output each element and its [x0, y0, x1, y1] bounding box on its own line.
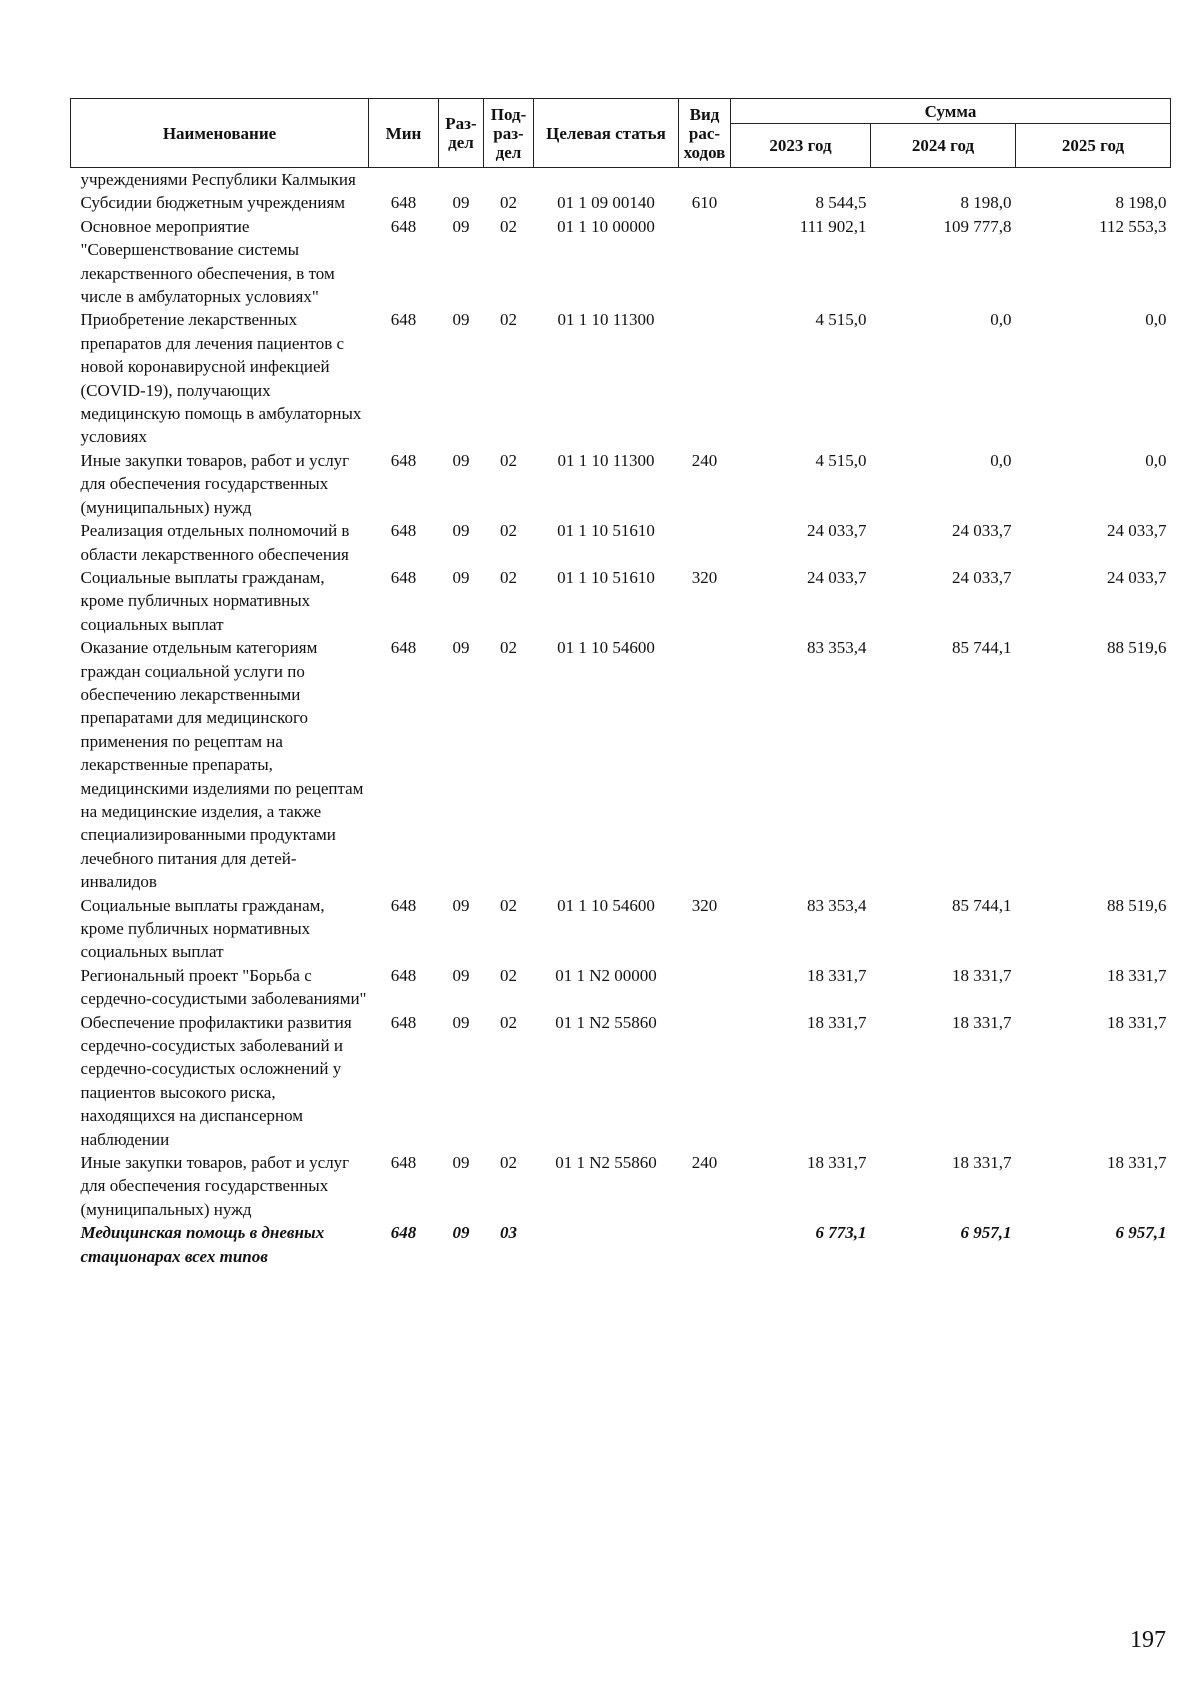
cell-y2024: 18 331,7 — [952, 1153, 1012, 1173]
header-2023: 2023 год — [731, 124, 871, 168]
cell-vid — [679, 168, 731, 192]
cell-y2025: 0,0 — [1145, 310, 1167, 330]
cell-y2025: 6 957,1 — [1115, 1223, 1167, 1243]
cell-razdel: 09 — [452, 638, 470, 658]
cell-name: Социальные выплаты гражданам, кроме публичных нормативных социальных выплат — [80, 895, 325, 962]
cell-y2023: 8 544,5 — [815, 193, 867, 213]
cell-razdel: 09 — [452, 567, 470, 587]
cell-y2023: 111 902,1 — [799, 216, 867, 236]
cell-y2024 — [871, 168, 1016, 192]
header-celevaya: Целевая статья — [534, 99, 679, 168]
table-row — [71, 191, 1171, 214]
cell-y2025: 18 331,7 — [1107, 965, 1167, 985]
cell-y2023: 83 353,4 — [807, 638, 867, 658]
header-name: Наименование — [71, 99, 369, 168]
cell-vid — [679, 1221, 731, 1268]
cell-razdel: 09 — [452, 521, 470, 541]
cell-razdel: 09 — [452, 895, 470, 915]
cell-y2024: 0,0 — [990, 310, 1012, 330]
cell-razdel: 09 — [452, 1223, 470, 1243]
cell-vid — [679, 1011, 731, 1151]
header-summa: Сумма — [731, 99, 1171, 124]
cell-y2025 — [1016, 168, 1171, 192]
cell-y2025: 18 331,7 — [1107, 1153, 1167, 1173]
header-vid: Вид рас-ходов — [679, 99, 731, 168]
cell-min: 648 — [390, 638, 417, 658]
cell-y2023: 18 331,7 — [807, 1012, 867, 1032]
cell-vid — [679, 215, 731, 309]
cell-y2023 — [731, 168, 871, 192]
cell-podrazdel: 02 — [500, 1012, 517, 1032]
cell-y2025: 24 033,7 — [1107, 521, 1167, 541]
cell-celevaya — [534, 168, 679, 192]
cell-celevaya: 01 1 10 11300 — [557, 450, 655, 470]
cell-y2023: 6 773,1 — [815, 1223, 867, 1243]
cell-y2024: 85 744,1 — [952, 638, 1012, 658]
cell-name: Приобретение лекарственных препаратов для лечения пациентов с новой коронавирусной инфекцией (COVID-19), получающих медицинскую помощь в амбулаторных условиях — [80, 310, 362, 447]
cell-podrazdel — [484, 168, 534, 192]
cell-y2025: 24 033,7 — [1107, 567, 1167, 587]
cell-y2025: 88 519,6 — [1107, 638, 1167, 658]
cell-vid: 240 — [691, 450, 718, 470]
cell-min: 648 — [390, 216, 417, 236]
cell-podrazdel: 02 — [500, 310, 517, 330]
cell-razdel: 09 — [452, 216, 470, 236]
cell-celevaya: 01 1 10 51610 — [557, 521, 655, 541]
table-row — [71, 964, 1171, 1011]
cell-name: Реализация отдельных полномочий в области лекарственного обеспечения — [80, 521, 350, 564]
table-body — [71, 168, 1171, 1269]
cell-min: 648 — [390, 1012, 417, 1032]
cell-y2023: 24 033,7 — [807, 567, 867, 587]
header-razdel: Раз-дел — [439, 99, 484, 168]
cell-celevaya: 01 1 N2 00000 — [555, 965, 657, 985]
cell-y2024: 18 331,7 — [952, 1012, 1012, 1032]
cell-name: Оказание отдельным категориям граждан социальной услуги по обеспечению лекарственными препаратами для медицинского применения по рецептам на лекарственные препараты, медицинскими изделиями по рецептам на медицинские изделия, а также специализированными продуктами лечебного питания для детей-инвалидов — [80, 638, 364, 892]
cell-min: 648 — [390, 567, 417, 587]
cell-y2024: 24 033,7 — [952, 521, 1012, 541]
cell-podrazdel: 02 — [500, 193, 517, 213]
cell-podrazdel: 02 — [500, 216, 517, 236]
cell-min: 648 — [390, 310, 417, 330]
cell-vid: 610 — [691, 193, 718, 213]
cell-podrazdel: 02 — [500, 895, 517, 915]
cell-min: 648 — [390, 1223, 417, 1243]
header-2025: 2025 год — [1016, 124, 1171, 168]
cell-podrazdel: 02 — [500, 450, 517, 470]
budget-table — [70, 98, 1171, 1268]
table-row — [71, 215, 1171, 309]
table-row — [71, 636, 1171, 893]
cell-y2023: 24 033,7 — [807, 521, 867, 541]
cell-celevaya — [534, 1221, 679, 1268]
table-row — [71, 1011, 1171, 1151]
cell-y2025: 112 553,3 — [1099, 216, 1167, 236]
header-2024: 2024 год — [871, 124, 1016, 168]
table-row — [71, 519, 1171, 566]
cell-y2024: 8 198,0 — [960, 193, 1012, 213]
cell-podrazdel: 03 — [500, 1223, 517, 1243]
cell-podrazdel: 02 — [500, 965, 517, 985]
cell-y2024: 6 957,1 — [960, 1223, 1012, 1243]
cell-vid: 320 — [691, 567, 718, 587]
cell-name: учреждениями Республики Калмыкия — [80, 170, 356, 189]
cell-name: Обеспечение профилактики развития сердечно-сосудистых заболеваний и сердечно-сосудистых осложнений у пациентов высокого риска, находящихся на диспансерном наблюдении — [80, 1012, 352, 1149]
cell-y2025: 18 331,7 — [1107, 1012, 1167, 1032]
cell-celevaya: 01 1 10 11300 — [557, 310, 655, 330]
cell-name: Социальные выплаты гражданам, кроме публичных нормативных социальных выплат — [80, 567, 325, 634]
cell-vid — [679, 519, 731, 566]
cell-min: 648 — [390, 965, 417, 985]
cell-vid: 240 — [691, 1153, 718, 1173]
cell-celevaya: 01 1 10 51610 — [557, 567, 655, 587]
cell-celevaya: 01 1 09 00140 — [557, 193, 655, 213]
cell-name: Медицинская помощь в дневных стационарах всех типов — [80, 1223, 325, 1266]
cell-podrazdel: 02 — [500, 638, 517, 658]
cell-name: Субсидии бюджетным учреждениям — [80, 193, 346, 213]
cell-name: Иные закупки товаров, работ и услуг для обеспечения государственных (муниципальных) нужд — [80, 450, 350, 517]
table-row — [71, 894, 1171, 964]
cell-y2025: 0,0 — [1145, 450, 1167, 470]
cell-min: 648 — [390, 450, 417, 470]
cell-podrazdel: 02 — [500, 1153, 517, 1173]
table-row — [71, 168, 1171, 192]
cell-razdel: 09 — [452, 450, 470, 470]
cell-razdel: 09 — [452, 193, 470, 213]
cell-razdel: 09 — [452, 1012, 470, 1032]
cell-celevaya: 01 1 N2 55860 — [555, 1153, 657, 1173]
cell-celevaya: 01 1 10 54600 — [557, 638, 655, 658]
table-row — [71, 449, 1171, 519]
cell-y2024: 18 331,7 — [952, 965, 1012, 985]
cell-celevaya: 01 1 10 54600 — [557, 895, 655, 915]
cell-razdel: 09 — [452, 1153, 470, 1173]
cell-min: 648 — [390, 193, 417, 213]
table-header — [71, 99, 1171, 168]
table-row — [71, 566, 1171, 636]
cell-y2025: 8 198,0 — [1115, 193, 1167, 213]
cell-y2024: 85 744,1 — [952, 895, 1012, 915]
cell-razdel: 09 — [452, 310, 470, 330]
cell-celevaya: 01 1 10 00000 — [557, 216, 655, 236]
cell-podrazdel: 02 — [500, 567, 517, 587]
cell-vid — [679, 308, 731, 448]
page-number: 197 — [1130, 1627, 1166, 1653]
cell-vid: 320 — [691, 895, 718, 915]
table-row — [71, 1221, 1171, 1268]
cell-y2025: 88 519,6 — [1107, 895, 1167, 915]
cell-min: 648 — [390, 1153, 417, 1173]
cell-y2023: 4 515,0 — [815, 310, 867, 330]
cell-vid — [679, 636, 731, 893]
table-row — [71, 1151, 1171, 1221]
header-podrazdel: Под-раз-дел — [484, 99, 534, 168]
cell-min: 648 — [390, 521, 417, 541]
cell-name: Иные закупки товаров, работ и услуг для обеспечения государственных (муниципальных) нужд — [80, 1153, 350, 1219]
cell-name: Основное мероприятие "Совершенствование системы лекарственного обеспечения, в том числе в амбулаторных условиях" — [80, 216, 335, 307]
cell-y2024: 0,0 — [990, 450, 1012, 470]
cell-y2023: 18 331,7 — [807, 1153, 867, 1173]
cell-y2023: 83 353,4 — [807, 895, 867, 915]
header-min: Мин — [369, 99, 439, 168]
cell-min: 648 — [390, 895, 417, 915]
cell-razdel — [439, 168, 484, 192]
cell-razdel: 09 — [452, 965, 470, 985]
cell-celevaya: 01 1 N2 55860 — [555, 1012, 657, 1032]
cell-name: Региональный проект "Борьба с сердечно-сосудистыми заболеваниями" — [80, 965, 367, 1009]
cell-y2024: 24 033,7 — [952, 567, 1012, 587]
table-row — [71, 308, 1171, 448]
cell-podrazdel: 02 — [500, 521, 517, 541]
cell-y2023: 18 331,7 — [807, 965, 867, 985]
cell-min — [369, 168, 439, 192]
cell-y2024: 109 777,8 — [943, 216, 1012, 236]
cell-y2023: 4 515,0 — [815, 450, 867, 470]
cell-vid — [679, 964, 731, 1011]
